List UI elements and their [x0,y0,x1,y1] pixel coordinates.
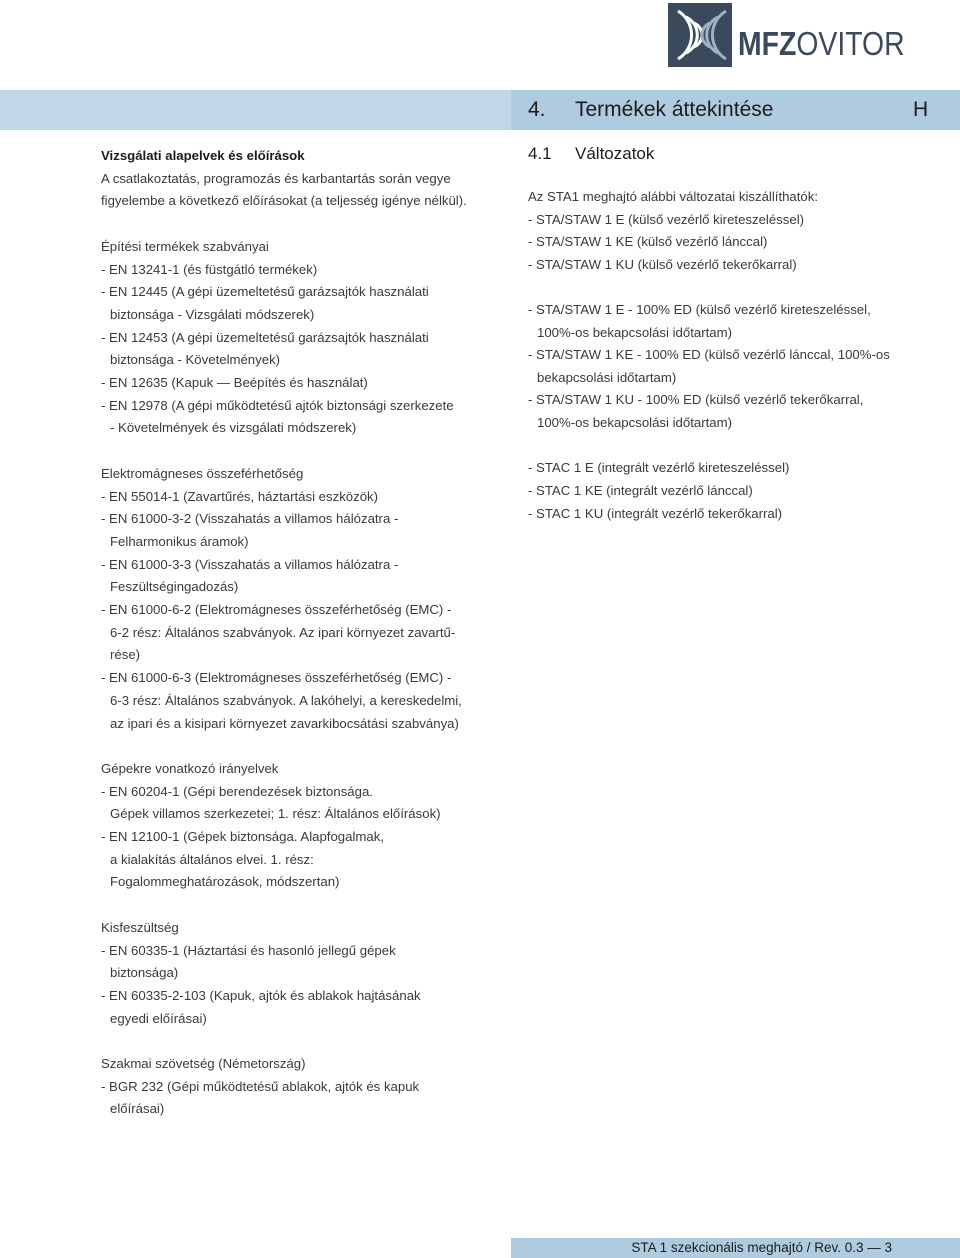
list-item: - Követelmények és vizsgálati módszerek) [110,420,357,436]
brand-name-light: OVITOR [796,25,905,62]
list-item: - EN 60335-1 (Háztartási és hasonló jellegű gépek [101,942,396,958]
list-item: - BGR 232 (Gépi működtetésű ablakok, ajtók és kapuk [101,1078,420,1094]
list-item: - STA/STAW 1 E (külső vezérlő kireteszeléssel) [528,211,805,227]
list-item: biztonsága - Követelmények) [110,352,281,368]
list-item: - STA/STAW 1 KU (külső vezérlő tekerőkarral) [528,256,797,272]
list-item: - EN 55014-1 (Zavartűrés, háztartási eszközök) [101,488,379,504]
intro-line: figyelembe a következő előírásokat (a teljesség igénye nélkül). [101,193,467,209]
list-item: Az STA1 meghajtó alábbi változatai kiszállíthatók: [528,189,819,204]
group-title: Kisfeszültség [101,919,179,935]
list-item: 100%-os bekapcsolási időtartam) [537,415,732,431]
list-item: a kialakítás általános elvei. 1. rész: [110,851,314,867]
group-title: Szakmai szövetség (Németország) [101,1056,306,1072]
left-column [101,145,501,1121]
brand-logo [668,3,918,69]
subsection-number: 4.1 [528,144,552,163]
section-title: Termékek áttekintése [575,98,774,121]
group-title: Gépekre vonatkozó irányelvek [101,760,279,776]
list-item: - EN 12445 (A gépi üzemeltetésű garázsajtók használati [101,284,429,300]
list-item: - STAC 1 KU (integrált vezérlő tekerőkarral) [528,505,783,521]
list-item: - EN 12635 (Kapuk — Beépítés és használat) [101,375,368,391]
list-item: biztonsága - Vizsgálati módszerek) [110,306,315,322]
standards-groups [101,236,501,1121]
intro-line: A csatlakoztatás, programozás és karbantartás során vegye [101,170,451,186]
brand-name-bold: MFZ [738,25,797,62]
list-item: - EN 12978 (A gépi működtetésű ajtók biztonsági szerkezete [101,397,454,413]
list-item: az ipari és a kisipari környezet zavarkibocsátási szabványa) [110,715,459,731]
brand-wordmark [738,25,905,63]
mfz-logo-icon [668,3,732,67]
list-item: 100%-os bekapcsolási időtartam) [537,324,732,340]
section-number: 4. [528,98,546,121]
section-letter: H [913,98,929,121]
header-band-left [0,90,511,130]
list-item: - EN 12453 (A gépi üzemeltetésű garázsajtók használati [101,329,429,345]
list-item: - EN 13241-1 (és füstgátló termékek) [101,261,318,277]
list-item: - STAC 1 KE (integrált vezérlő lánccal) [528,482,753,498]
list-item: - STAC 1 E (integrált vezérlő kireteszeléssel) [528,460,790,476]
list-item: rése) [110,647,141,663]
subsection-title: Változatok [575,144,655,163]
list-item: - EN 61000-6-2 (Elektromágneses összeférhetőség (EMC) - [101,602,452,618]
footer-text: STA 1 szekcionális meghajtó / Rev. 0.3 — 3 [631,1240,892,1255]
list-item: - EN 60204-1 (Gépi berendezések biztonsága. [101,783,373,799]
list-item: - EN 60335-2-103 (Kapuk, ajtók és ablakok hajtásának [101,987,421,1003]
list-item: - STA/STAW 1 KE (külső vezérlő lánccal) [528,234,768,250]
group-title: Elektromágneses összeférhetőség [101,465,304,481]
list-item: 6-2 rész: Általános szabványok. Az ipari környezet zavartű- [110,624,456,640]
list-item: - EN 12100-1 (Gépek biztonsága. Alapfogalmak, [101,829,384,845]
list-item: előírásai) [110,1101,165,1117]
left-heading: Vizsgálati alapelvek és előírások [101,148,305,163]
list-item: egyedi előírásai) [110,1010,207,1026]
variant-groups [528,186,948,525]
group-title: Építési termékek szabványai [101,238,269,254]
list-item: - EN 61000-3-3 (Visszahatás a villamos hálózatra - [101,556,399,572]
list-item: biztonsága) [110,965,179,981]
list-item: bekapcsolási időtartam) [537,369,677,385]
list-item: 6-3 rész: Általános szabványok. A lakóhelyi, a kereskedelmi, [110,692,462,708]
list-item: - STA/STAW 1 KE - 100% ED (külső vezérlő lánccal, 100%-os [528,347,890,363]
list-item: - EN 61000-6-3 (Elektromágneses összeférhetőség (EMC) - [101,670,452,686]
list-item: Fogalommeghatározások, módszertan) [110,874,340,890]
right-column [528,186,948,525]
list-item: Feszültségingadozás) [110,579,239,595]
list-item: Gépek villamos szerkezetei; 1. rész: Általános előírások) [110,806,441,822]
list-item: Felharmonikus áramok) [110,533,249,549]
list-item: - EN 61000-3-2 (Visszahatás a villamos hálózatra - [101,511,399,527]
list-item: - STA/STAW 1 E - 100% ED (külső vezérlő kireteszeléssel, [528,302,871,318]
list-item: - STA/STAW 1 KU - 100% ED (külső vezérlő tekerőkarral, [528,392,864,408]
